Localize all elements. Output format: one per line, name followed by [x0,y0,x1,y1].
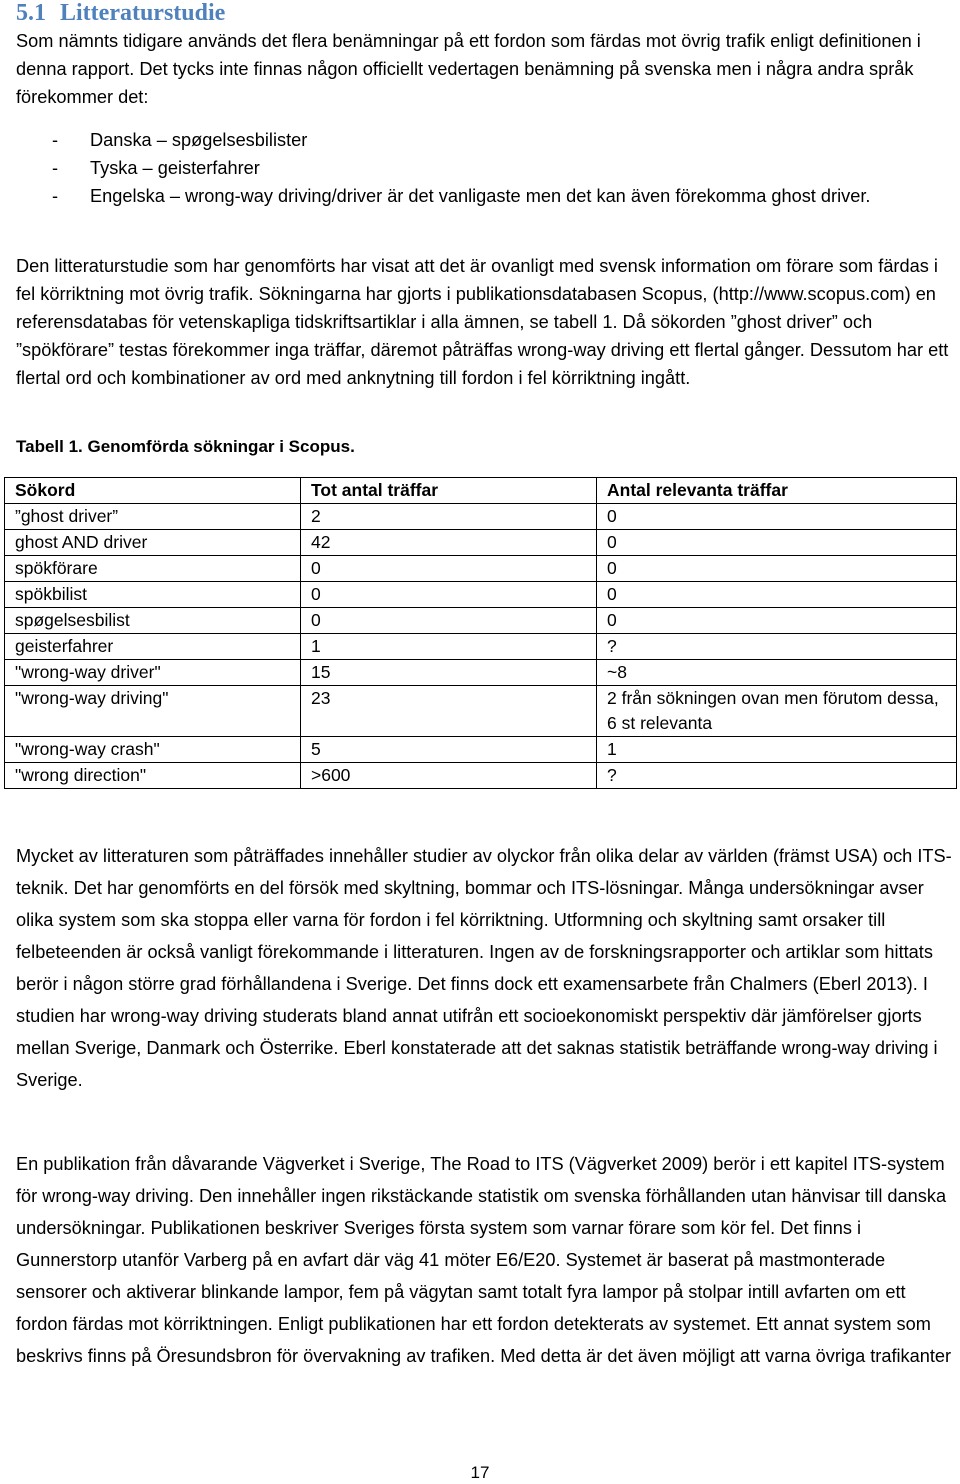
cell-relevant-hits: 0 [597,582,957,608]
cell-relevant-hits: ? [597,634,957,660]
list-dash: - [52,158,59,178]
intro-paragraph: Som nämnts tidigare används det flera benämningar på ett fordon som färdas mot övrig trafik enligt definitionen i denna rapport. Det tycks inte finnas någon officiellt vedertagen benämning på svenska men i några andra språk förekommer det: [16,31,921,107]
table-row [5,634,957,660]
cell-total-hits: 15 [301,660,597,686]
findings-paragraph: Mycket av litteraturen som påträffades innehåller studier av olyckor från olika delar av världen (främst USA) och ITS-teknik. Det har genomförts en del försök med skyltning, bommar och ITS-lösningar. Många undersökningar avser olika system som ska stoppa eller varna för fordon i fel körriktning. Utformning och skyltning samt orsaker till felbeteenden är också vanligt förekommande i litteraturen. Ingen av de forskningsrapporter och artiklar som hittats berör i någon större grad förhållandena i Sverige. Det finns dock ett examensarbete från Chalmers (Eberl 2013). I studien har wrong-way driving studerats bland annat utifrån ett socioekonomiskt perspektiv där jämförelser gjorts mellan Sverige, Danmark och Österrike. Eberl konstaterade att det saknas statistik beträffande wrong-way driving i Sverige. [16,846,952,1090]
cell-search-term: spökförare [5,556,301,582]
cell-search-term: spøgelsesbilist [5,608,301,634]
cell-search-term: "wrong-way crash" [5,737,301,763]
section-number: 5.1 [16,0,46,26]
cell-total-hits: 23 [301,686,597,737]
cell-search-term: "wrong-way driver" [5,660,301,686]
section-title: Litteraturstudie [60,0,226,26]
cell-search-term: "wrong-way driving" [5,686,301,737]
cell-relevant-hits: 1 [597,737,957,763]
language-list [0,126,940,210]
list-item-text: Danska – spøgelsesbilister [90,130,308,150]
list-item-text: Tyska – geisterfahrer [90,158,260,178]
list-item [0,182,940,210]
table-row [5,686,957,737]
cell-total-hits: 1 [301,634,597,660]
table-row [5,504,957,530]
method-paragraph: Den litteraturstudie som har genomförts har visat att det är ovanligt med svensk information om förare som färdas i fel körriktning mot övrig trafik. Sökningarna har gjorts i publikationsdatabasen Scopus, (http://www.scopus.com) en referensdatabas för vetenskapliga tidskriftsartiklar i alla ämnen, se tabell 1. Då sökorden ”ghost driver” och ”spökförare” testas förekommer inga träffar, däremot påträffas wrong-way driving ett flertal gånger. Dessutom har ett flertal ord och kombinationer av ord med anknytning till fordon i fel körriktning ingått. [16,256,949,388]
table-row [5,660,957,686]
cell-relevant-hits: ? [597,763,957,789]
table-row [5,737,957,763]
list-item [0,154,940,182]
page-number: 17 [470,1463,490,1482]
cell-relevant-hits: 0 [597,608,957,634]
cell-relevant-hits: ~8 [597,660,957,686]
cell-search-term: ghost AND driver [5,530,301,556]
cell-search-term: spökbilist [5,582,301,608]
column-header-relevant-hits: Antal relevanta träffar [597,478,957,504]
table-header-row [5,478,957,504]
search-results-table [4,477,957,789]
column-header-total-hits: Tot antal träffar [301,478,597,504]
cell-relevant-hits: 0 [597,504,957,530]
table-row [5,556,957,582]
cell-relevant-hits: 0 [597,530,957,556]
table-caption: Tabell 1. Genomförda sökningar i Scopus. [16,437,355,456]
cell-total-hits: 5 [301,737,597,763]
cell-relevant-hits: 0 [597,556,957,582]
cell-total-hits: >600 [301,763,597,789]
cell-relevant-hits: 2 från sökningen ovan men förutom dessa, 6 st relevanta [597,686,957,737]
table-row [5,608,957,634]
table-row [5,530,957,556]
list-dash: - [52,130,59,150]
list-item [0,126,940,154]
cell-search-term: geisterfahrer [5,634,301,660]
cell-total-hits: 2 [301,504,597,530]
cell-total-hits: 0 [301,556,597,582]
table-row [5,763,957,789]
list-dash: - [52,186,59,206]
publication-paragraph: En publikation från dåvarande Vägverket i Sverige, The Road to ITS (Vägverket 2009) berör i ett kapitel ITS-system för wrong-way driving. Den innehåller ingen rikstäckande statistik om svenska förhållanden utan hänvisar till danska undersökningar. Publikationen beskriver Sveriges första system som varnar förare som kör fel. Det finns i Gunnerstorp utanför Varberg på en avfart där väg 41 möter E6/E20. Systemet är baserat på mastmonterade sensorer och aktiverar blinkande lampor, fem på vägytan samt totalt fyra lampor på stolpar intill avfarten om ett fordon färdas mot körriktningen. Enligt publikationen har ett fordon detekterats av systemet. Ett annat system som beskrivs finns på Öresundsbron för övervakning av trafiken. Med detta är det även möjligt att varna övriga trafikanter [16,1154,952,1366]
cell-total-hits: 42 [301,530,597,556]
cell-total-hits: 0 [301,608,597,634]
cell-search-term: "wrong direction" [5,763,301,789]
cell-search-term: ”ghost driver” [5,504,301,530]
list-item-text: Engelska – wrong-way driving/driver är det vanligaste men det kan även förekomma ghost driver. [90,186,871,206]
column-header-search-term: Sökord [5,478,301,504]
section-heading [16,0,225,28]
table-row [5,582,957,608]
cell-total-hits: 0 [301,582,597,608]
